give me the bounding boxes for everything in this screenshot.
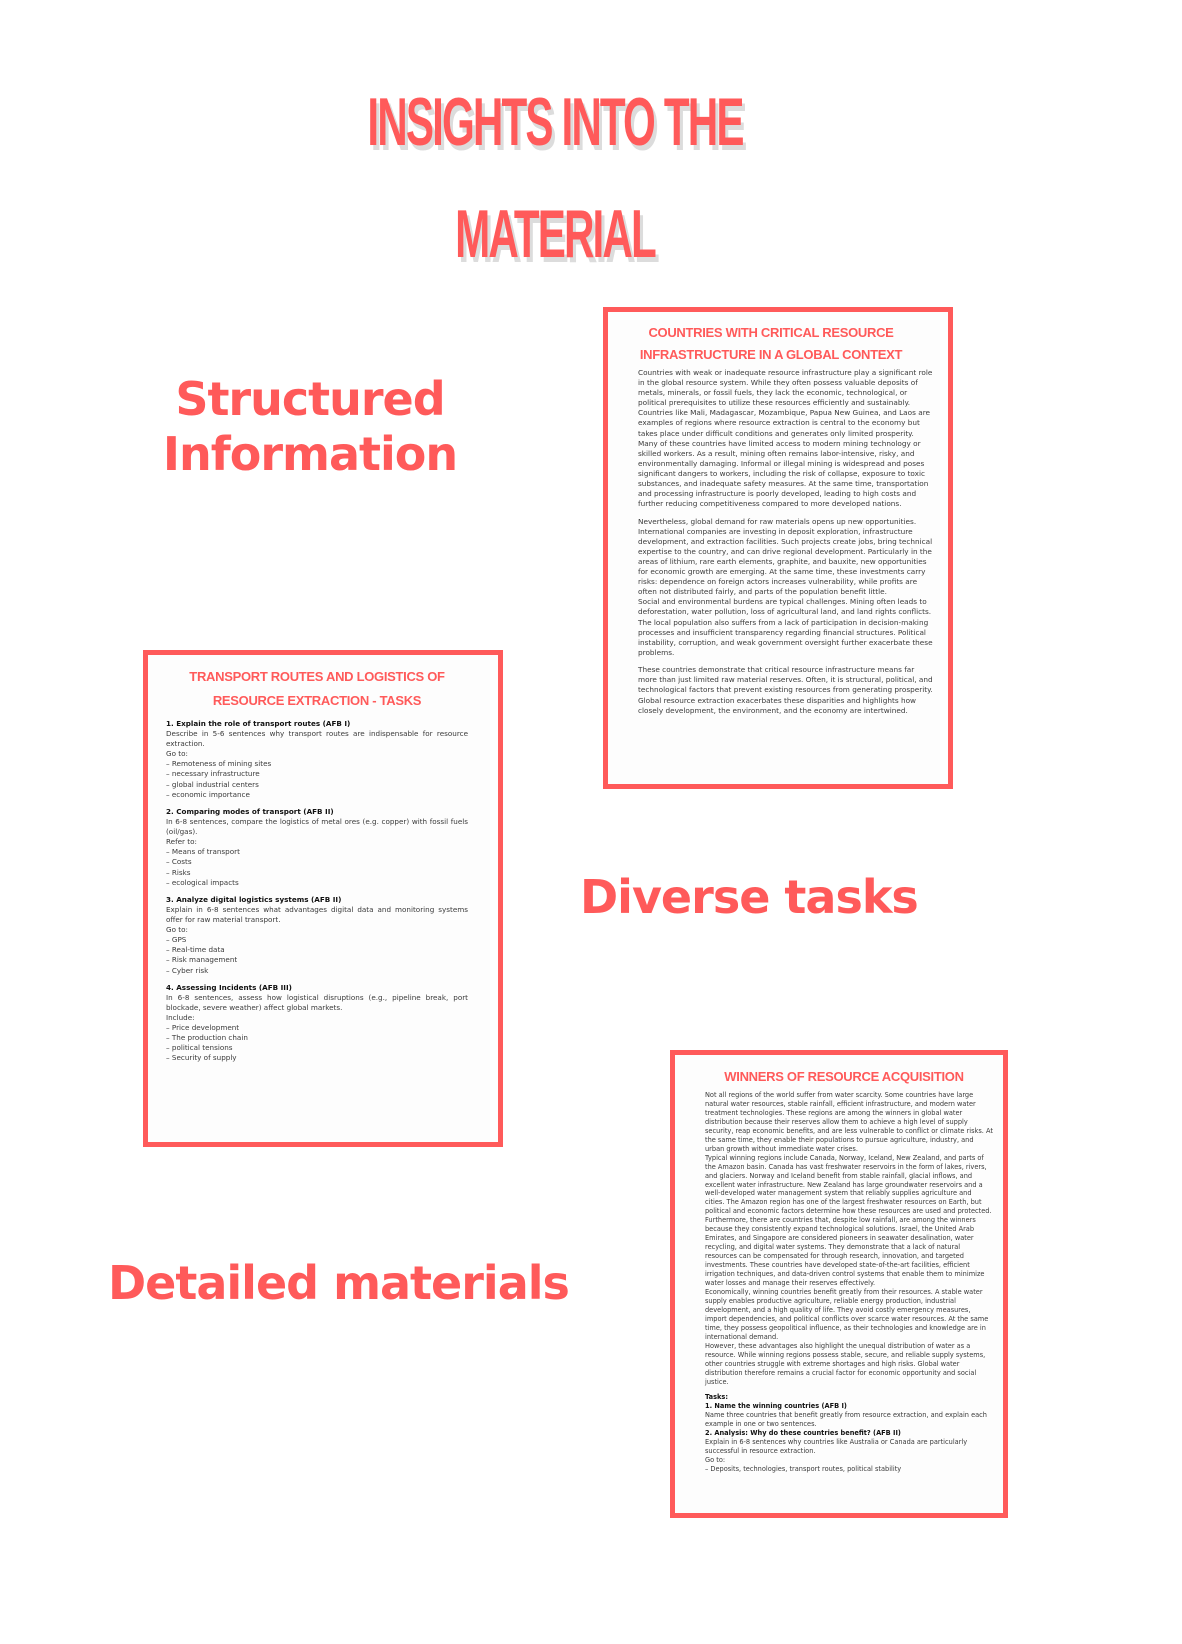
task-text: In 6-8 sentences, compare the logistics of metal ores (e.g. copper) with fossil fuels (oil/gas). <box>166 817 468 837</box>
task-item: – GPS <box>166 935 187 945</box>
task-heading: 2. Comparing modes of transport (AFB II) <box>166 806 334 816</box>
feature-label-line: Structured <box>175 372 445 426</box>
feature-diverse-tasks: Diverse tasks <box>580 870 918 924</box>
task-item: – political tensions <box>166 1043 233 1053</box>
feature-structured-information <box>160 372 460 482</box>
document-preview-winners <box>670 1050 1008 1518</box>
task-item: – Deposits, technologies, transport routes, political stability <box>705 1464 902 1473</box>
task-lead: Go to: <box>705 1455 726 1464</box>
paragraph: However, these advantages also highlight the unequal distribution of water as a resource. While winning regions possess stable, secure, and reliable supply systems, other countries struggle with extreme shortages and high risks. Global water distribution therefore remains a crucial factor for economic opportunity and social justice. <box>705 1341 986 1386</box>
paragraph: Not all regions of the world suffer from water scarcity. Some countries have large natural water resources, stable rainfall, efficient infrastructure, and modern water treatment technologies. These regions are among the winners in global water distribution because their reserves allow them to achieve a high level of supply security, reap economic benefits, and are less vulnerable to conflict or climate risks. At the same time, they enable their populations to pursue agriculture, industry, and urban growth without immediate water crises. <box>705 1091 993 1153</box>
task-item: – Security of supply <box>166 1053 237 1063</box>
task-text: In 6-8 sentences, assess how logistical disruptions (e.g., pipeline break, port blockade, severe weather) affect global markets. <box>166 992 468 1012</box>
task-text: Name three countries that benefit greatly from resource extraction, and explain each example in one or two sentences. <box>705 1410 987 1428</box>
paragraph: Nevertheless, global demand for raw materials opens up new opportunities. International companies are investing in deposit exploration, infrastructure development, and extraction facilities. Such projects create jobs, bring technical expertise to the country, and can drive regional development. Particularly in the areas of lithium, rare earth elements, graphite, and bauxite, new opportunities for economic growth are emerging. At the same time, these investments carry risks: dependence on foreign actors increases vulnerability, while profits are often not distributed fairly, and parts of the population benefit little. <box>638 516 933 597</box>
task-item: – The production chain <box>166 1033 248 1043</box>
paragraph: Many of these countries have limited access to modern mining technology or skilled workers. As a result, mining often remains labor-intensive, risky, and environmentally damaging. Informal or illegal mining is widespread and poses significant dangers to workers, including the risk of collapse, exposure to toxic substances, and inadequate safety measures. At the same time, transportation and processing infrastructure is poorly developed, leading to high costs and further reducing competitiveness compared to more developed nations. <box>638 438 929 509</box>
paragraph: Typical winning regions include Canada, Norway, Iceland, New Zealand, and parts of the Amazon basin. Canada has vast freshwater reservoirs in the form of lakes, rivers, and glaciers. Norway and Iceland benefit from stable rainfall, glacial inflows, and excellent water infrastructure. New Zealand has large groundwater reservoirs and a well-developed water management system that reliably supplies agriculture and cities. The Amazon region has one of the largest freshwater resources on Earth, but political and economic factors determine how these resources are used and protected. <box>705 1153 992 1216</box>
task-item: – Risk management <box>166 955 238 965</box>
task-item: – ecological impacts <box>166 877 239 887</box>
task-text: Describe in 5-6 sentences why transport routes are indispensable for resource extraction. <box>166 729 468 749</box>
task-text: Explain in 6-8 sentences why countries like Australia or Canada are particularly successful in resource extraction. <box>705 1437 968 1455</box>
paragraph: Economically, winning countries benefit greatly from their resources. A stable water supply enables productive agriculture, reliable energy production, industrial development, and a high quality of life. They avoid costly emergency measures, import dependencies, and political conflicts over scarce water resources. At the same time, they possess geopolitical influence, as their technologies and knowledge are in international demand. <box>705 1287 989 1341</box>
task-item: – Risks <box>166 867 191 877</box>
task-heading: 4. Assessing Incidents (AFB III) <box>166 982 292 992</box>
document-title: WINNERS OF RESOURCE ACQUISITION <box>724 1069 964 1084</box>
document-title: TRANSPORT ROUTES AND LOGISTICS OF RESOURCE EXTRACTION - TASKS <box>189 669 445 708</box>
paragraph: These countries demonstrate that critical resource infrastructure means far more than just limited raw material reserves. Often, it is structural, political, and technological factors that prevent existing resources from generating prosperity. Global resource extraction exacerbates these disparities and highlights how closely development, the environment, and the economy are intertwined. <box>638 665 933 715</box>
paragraph: Furthermore, there are countries that, despite low rainfall, are among the winners because they consistently expand technological solutions. Israel, the United Arab Emirates, and Singapore are considered pioneers in seawater desalination, water recycling, and digital water systems. They demonstrate that a lack of natural resources can be compensated for through research, innovation, and targeted investments. These countries have developed state-of-the-art facilities, efficient irrigation techniques, and data-driven control systems that enable them to minimize water losses and manage their reserves effectively. <box>705 1216 985 1288</box>
task-item: – Cyber risk <box>166 965 209 975</box>
task-lead: Go to: <box>166 925 188 935</box>
task-lead: Include: <box>166 1013 195 1023</box>
page-title-line-2: MATERIAL <box>455 196 655 272</box>
task-lead: Refer to: <box>166 837 197 847</box>
tasks-label: Tasks: <box>705 1393 728 1402</box>
document-title: COUNTRIES WITH CRITICAL RESOURCE INFRASTRUCTURE IN A GLOBAL CONTEXT <box>639 325 903 362</box>
document-preview-countries <box>603 307 953 789</box>
task-heading: 1. Explain the role of transport routes (AFB I) <box>166 719 351 728</box>
task-item: – Remoteness of mining sites <box>166 759 272 769</box>
task-heading: 1. Name the winning countries (AFB I) <box>705 1402 847 1410</box>
task-text: Explain in 6-8 sentences what advantages digital data and monitoring systems offer for raw material transport. <box>166 904 468 925</box>
task-heading: 2. Analysis: Why do these countries benefit? (AFB II) <box>705 1428 901 1437</box>
document-body <box>638 368 934 716</box>
task-heading: 3. Analyze digital logistics systems (AFB II) <box>166 894 342 904</box>
task-item: – Price development <box>166 1023 240 1033</box>
task-item: – global industrial centers <box>166 779 259 789</box>
document-body <box>166 719 468 1064</box>
task-item: – Means of transport <box>166 847 240 857</box>
page-title-line-1: INSIGHTS INTO THE <box>367 84 743 160</box>
paragraph: Social and environmental burdens are typical challenges. Mining often leads to deforestation, water pollution, loss of agricultural land, and land rights conflicts. The local population also suffers from a lack of participation in decision-making processes and insufficient transparency regarding financial structures. Political instability, corruption, and weak government oversight further exacerbate these problems. <box>638 597 933 657</box>
document-preview-transport-tasks <box>143 650 503 1147</box>
task-item: – economic importance <box>166 789 250 799</box>
task-item: – necessary infrastructure <box>166 769 260 779</box>
feature-label-line: Information <box>162 427 458 482</box>
document-body <box>705 1091 993 1474</box>
task-lead: Go to: <box>166 749 188 759</box>
paragraph: Countries with weak or inadequate resource infrastructure play a significant role in the global resource system. While they often possess valuable deposits of metals, minerals, or fossil fuels, they lack the economic, technological, or political prerequisites to utilize these resources efficiently and sustainably. Countries like Mali, Madagascar, Mozambique, Papua New Guinea, and Laos are examples of regions where resource extraction is central to the economy but takes place under difficult conditions and generates only limited prosperity. <box>638 368 933 438</box>
feature-detailed-materials: Detailed materials <box>108 1256 569 1310</box>
task-item: – Real-time data <box>166 945 225 955</box>
task-item: – Costs <box>166 857 192 867</box>
